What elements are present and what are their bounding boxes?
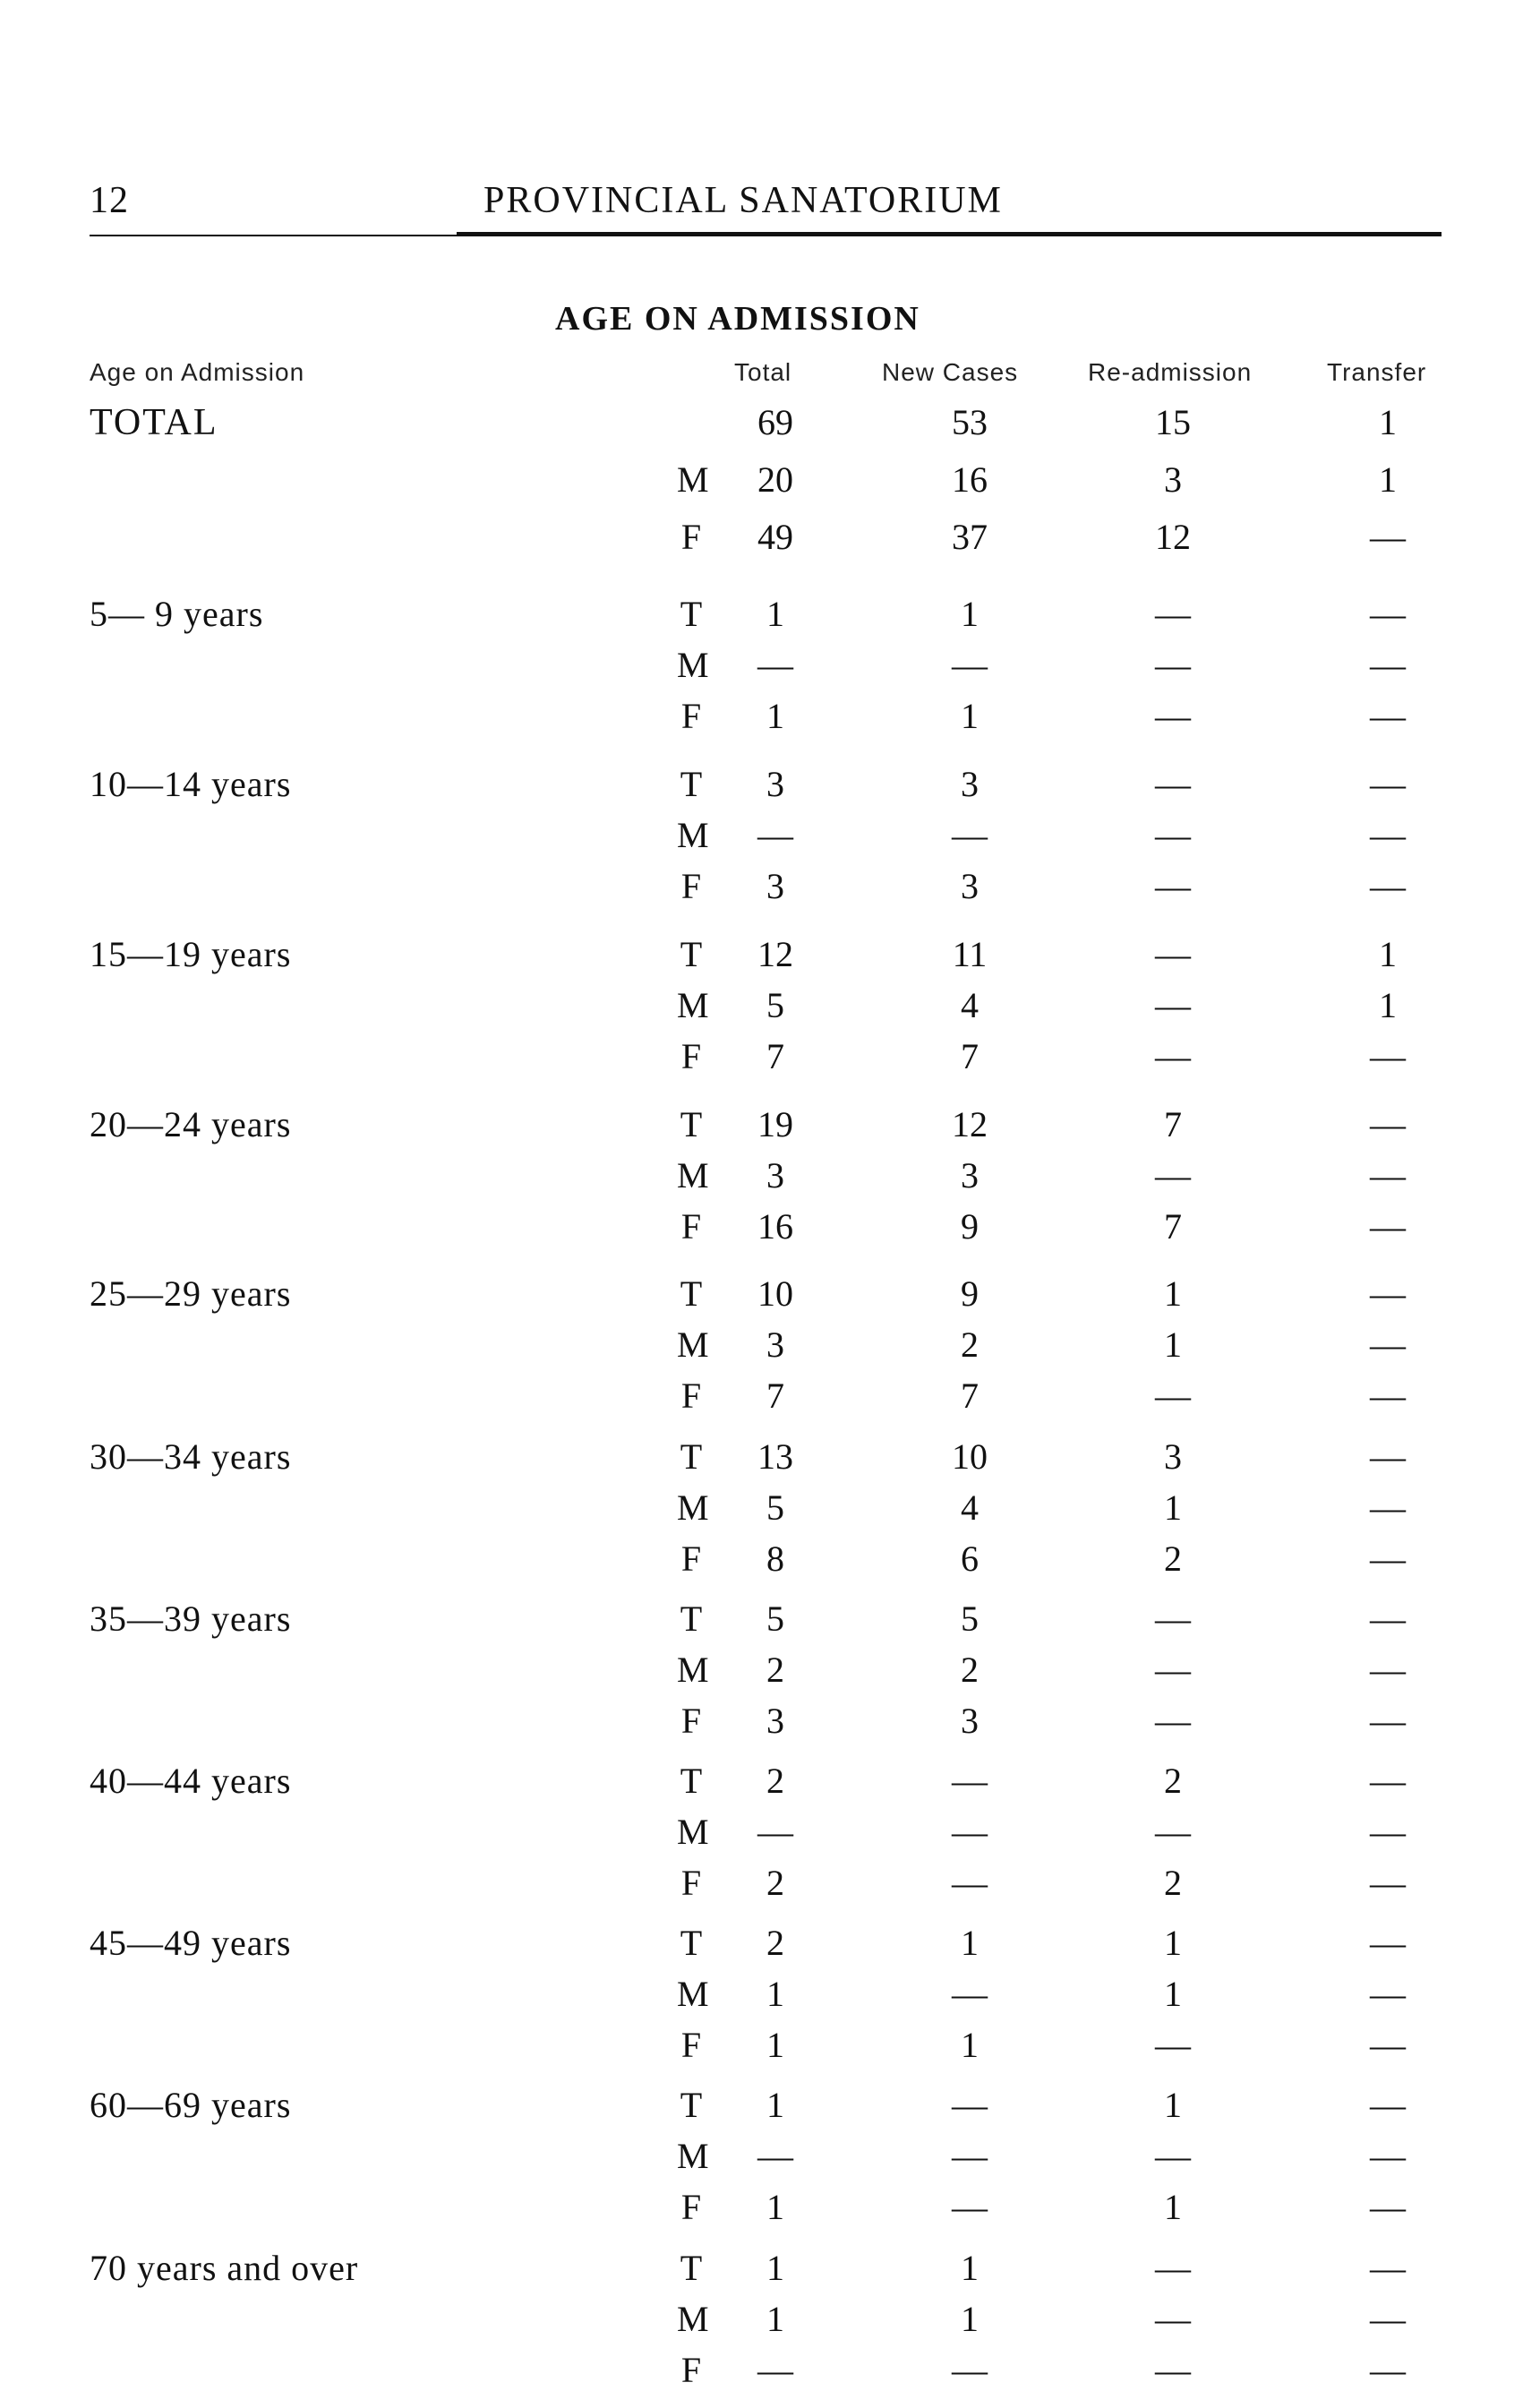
cell-readm: — <box>1155 866 1191 906</box>
age-group-label: 25—29 years <box>90 1273 292 1314</box>
page-number: 12 <box>90 180 129 221</box>
sex-code: F <box>680 1206 702 1247</box>
cell-transfer: — <box>1370 2025 1406 2065</box>
cell-new: 1 <box>961 696 979 736</box>
age-group-label: 15—19 years <box>90 934 292 974</box>
sex-code: M <box>677 815 709 855</box>
cell-transfer: 1 <box>1379 985 1397 1025</box>
sex-code: T <box>680 1273 703 1314</box>
cell-readm: — <box>1155 2299 1191 2339</box>
cell-transfer: — <box>1370 1155 1406 1196</box>
cell-readm: — <box>1155 2025 1191 2065</box>
sex-code: T <box>680 1598 703 1639</box>
cell-readm: 7 <box>1164 1206 1182 1247</box>
cell-readm: — <box>1155 1036 1191 1076</box>
sex-code: M <box>677 2299 709 2339</box>
cell-transfer: — <box>1370 866 1406 906</box>
cell-new: — <box>952 1812 988 1852</box>
cell-total: 3 <box>766 866 784 906</box>
cell-readm: — <box>1155 2248 1191 2288</box>
cell-readm: — <box>1155 1701 1191 1741</box>
cell-transfer: — <box>1370 2085 1406 2125</box>
cell-total: 3 <box>766 1155 784 1196</box>
sex-code: F <box>680 2187 702 2227</box>
cell-transfer: — <box>1370 2299 1406 2339</box>
cell-readm: — <box>1155 764 1191 804</box>
sex-code: F <box>680 1538 702 1579</box>
header-rule-thick <box>457 232 1442 236</box>
sex-code: F <box>680 866 702 906</box>
column-header-transfer: Transfer <box>1327 358 1427 386</box>
cell-transfer: — <box>1370 1923 1406 1963</box>
cell-total: 2 <box>766 1650 784 1690</box>
cell-new: 1 <box>961 1923 979 1963</box>
cell-total: — <box>757 645 793 685</box>
cell-transfer: — <box>1370 517 1406 557</box>
cell-transfer: — <box>1370 1324 1406 1365</box>
cell-transfer: — <box>1370 2187 1406 2227</box>
table-title: AGE ON ADMISSION <box>555 300 920 338</box>
sex-code: M <box>677 1155 709 1196</box>
cell-readm: 2 <box>1164 1863 1182 1903</box>
cell-new: 37 <box>952 517 988 557</box>
cell-total: 10 <box>757 1273 793 1314</box>
cell-readm: — <box>1155 934 1191 974</box>
cell-new: 3 <box>961 764 979 804</box>
cell-new: 9 <box>961 1206 979 1247</box>
cell-readm: — <box>1155 594 1191 634</box>
cell-new: — <box>952 1761 988 1801</box>
cell-total: 5 <box>766 1598 784 1639</box>
cell-new: 4 <box>961 985 979 1025</box>
cell-total: 1 <box>766 2248 784 2288</box>
cell-readm: 1 <box>1164 1974 1182 2014</box>
cell-new: 1 <box>961 2248 979 2288</box>
cell-total: 19 <box>757 1104 793 1144</box>
sex-code: F <box>680 2025 702 2065</box>
age-group-label: 70 years and over <box>90 2248 359 2288</box>
age-group-label: 20—24 years <box>90 1104 292 1144</box>
cell-total: 1 <box>766 2025 784 2065</box>
cell-transfer: 1 <box>1379 402 1397 442</box>
cell-transfer: — <box>1370 1206 1406 1247</box>
age-group-label: 5— 9 years <box>90 594 264 634</box>
sex-code: M <box>677 2136 709 2176</box>
cell-readm: 7 <box>1164 1104 1182 1144</box>
age-group-label: 45—49 years <box>90 1923 292 1963</box>
cell-readm: 1 <box>1164 1273 1182 1314</box>
cell-readm: — <box>1155 985 1191 1025</box>
cell-total: 1 <box>766 2187 784 2227</box>
cell-transfer: 1 <box>1379 459 1397 500</box>
cell-total: — <box>757 1812 793 1852</box>
cell-total: 3 <box>766 764 784 804</box>
cell-readm: 15 <box>1155 402 1191 442</box>
cell-new: 12 <box>952 1104 988 1144</box>
column-header-new-cases: New Cases <box>882 358 1019 386</box>
cell-total: 7 <box>766 1036 784 1076</box>
cell-transfer: — <box>1370 1538 1406 1579</box>
cell-transfer: — <box>1370 1104 1406 1144</box>
cell-transfer: — <box>1370 815 1406 855</box>
sex-code: F <box>680 2350 702 2390</box>
cell-new: 11 <box>952 934 988 974</box>
age-group-label: 60—69 years <box>90 2085 292 2125</box>
cell-new: — <box>952 2136 988 2176</box>
cell-transfer: — <box>1370 1436 1406 1477</box>
cell-total: 1 <box>766 2299 784 2339</box>
cell-new: 2 <box>961 1324 979 1365</box>
cell-transfer: — <box>1370 594 1406 634</box>
cell-total: 8 <box>766 1538 784 1579</box>
sex-code: T <box>680 2248 703 2288</box>
cell-total: 49 <box>757 517 793 557</box>
cell-transfer: — <box>1370 1974 1406 2014</box>
cell-transfer: — <box>1370 1863 1406 1903</box>
cell-new: 5 <box>961 1598 979 1639</box>
cell-total: 13 <box>757 1436 793 1477</box>
sex-code: F <box>680 1036 702 1076</box>
cell-new: 7 <box>961 1375 979 1416</box>
cell-new: 6 <box>961 1538 979 1579</box>
sex-code: T <box>680 1436 703 1477</box>
cell-transfer: — <box>1370 696 1406 736</box>
cell-readm: 1 <box>1164 1487 1182 1528</box>
cell-readm: 1 <box>1164 2085 1182 2125</box>
sex-code: M <box>677 1812 709 1852</box>
cell-transfer: — <box>1370 1812 1406 1852</box>
cell-readm: — <box>1155 2136 1191 2176</box>
sex-code: T <box>680 934 703 974</box>
cell-new: 3 <box>961 1155 979 1196</box>
cell-transfer: — <box>1370 1650 1406 1690</box>
cell-transfer: — <box>1370 1487 1406 1528</box>
sex-code: T <box>680 594 703 634</box>
cell-new: 9 <box>961 1273 979 1314</box>
sex-code: M <box>677 1324 709 1365</box>
cell-total: 12 <box>757 934 793 974</box>
sex-code: F <box>680 1701 702 1741</box>
cell-readm: 2 <box>1164 1538 1182 1579</box>
cell-total: 69 <box>757 402 793 442</box>
cell-total: — <box>757 2136 793 2176</box>
cell-new: 3 <box>961 1701 979 1741</box>
sex-code: M <box>677 985 709 1025</box>
cell-new: 1 <box>961 594 979 634</box>
cell-total: 20 <box>757 459 793 500</box>
cell-readm: — <box>1155 1375 1191 1416</box>
column-header-total: Total <box>734 358 792 386</box>
cell-transfer: — <box>1370 2136 1406 2176</box>
cell-readm: — <box>1155 815 1191 855</box>
sex-code: T <box>680 2085 703 2125</box>
cell-new: — <box>952 2350 988 2390</box>
cell-total: 3 <box>766 1324 784 1365</box>
sex-code: F <box>680 1863 702 1903</box>
cell-readm: — <box>1155 1812 1191 1852</box>
cell-readm: 1 <box>1164 1324 1182 1365</box>
sex-code: F <box>680 696 702 736</box>
cell-new: 1 <box>961 2025 979 2065</box>
cell-readm: 3 <box>1164 459 1182 500</box>
column-header-readmission: Re-admission <box>1088 358 1253 386</box>
cell-total: 16 <box>757 1206 793 1247</box>
cell-new: — <box>952 1974 988 2014</box>
cell-readm: 3 <box>1164 1436 1182 1477</box>
cell-transfer: — <box>1370 764 1406 804</box>
cell-total: — <box>757 815 793 855</box>
cell-readm: — <box>1155 1598 1191 1639</box>
cell-transfer: — <box>1370 1761 1406 1801</box>
cell-readm: 12 <box>1155 517 1191 557</box>
cell-total: 5 <box>766 985 784 1025</box>
cell-readm: — <box>1155 696 1191 736</box>
column-header-age: Age on Admission <box>90 358 305 386</box>
cell-transfer: — <box>1370 1375 1406 1416</box>
cell-new: 4 <box>961 1487 979 1528</box>
sex-code: M <box>677 1650 709 1690</box>
cell-new: 10 <box>952 1436 988 1477</box>
sex-code: M <box>677 1974 709 2014</box>
cell-total: 1 <box>766 2085 784 2125</box>
cell-total: 2 <box>766 1761 784 1801</box>
cell-total: 1 <box>766 594 784 634</box>
cell-transfer: — <box>1370 645 1406 685</box>
cell-new: 7 <box>961 1036 979 1076</box>
age-group-label: 10—14 years <box>90 764 292 804</box>
cell-new: — <box>952 815 988 855</box>
cell-readm: 1 <box>1164 1923 1182 1963</box>
sex-code: M <box>677 1487 709 1528</box>
sex-code: F <box>680 517 702 557</box>
total-label: TOTAL <box>90 402 218 443</box>
cell-total: 1 <box>766 696 784 736</box>
cell-new: 2 <box>961 1650 979 1690</box>
sex-code: T <box>680 1761 703 1801</box>
age-group-label: 30—34 years <box>90 1436 292 1477</box>
cell-readm: 2 <box>1164 1761 1182 1801</box>
cell-readm: 1 <box>1164 2187 1182 2227</box>
cell-new: 3 <box>961 866 979 906</box>
age-group-label: 35—39 years <box>90 1598 292 1639</box>
cell-transfer: — <box>1370 1273 1406 1314</box>
cell-transfer: — <box>1370 1036 1406 1076</box>
sex-code: T <box>680 1923 703 1963</box>
running-head: PROVINCIAL SANATORIUM <box>483 180 1003 221</box>
cell-transfer: — <box>1370 2248 1406 2288</box>
cell-total: — <box>757 2350 793 2390</box>
cell-total: 2 <box>766 1923 784 1963</box>
cell-transfer: — <box>1370 1701 1406 1741</box>
cell-new: — <box>952 2187 988 2227</box>
cell-total: 3 <box>766 1701 784 1741</box>
sex-code: T <box>680 764 703 804</box>
cell-new: 16 <box>952 459 988 500</box>
sex-code: F <box>680 1375 702 1416</box>
cell-new: 53 <box>952 402 988 442</box>
cell-readm: — <box>1155 2350 1191 2390</box>
cell-transfer: — <box>1370 1598 1406 1639</box>
cell-readm: — <box>1155 1155 1191 1196</box>
age-group-label: 40—44 years <box>90 1761 292 1801</box>
cell-total: 5 <box>766 1487 784 1528</box>
cell-readm: — <box>1155 1650 1191 1690</box>
cell-new: 1 <box>961 2299 979 2339</box>
cell-transfer: — <box>1370 2350 1406 2390</box>
cell-readm: — <box>1155 645 1191 685</box>
cell-total: 7 <box>766 1375 784 1416</box>
cell-transfer: 1 <box>1379 934 1397 974</box>
cell-total: 2 <box>766 1863 784 1903</box>
cell-new: — <box>952 645 988 685</box>
cell-new: — <box>952 1863 988 1903</box>
cell-total: 1 <box>766 1974 784 2014</box>
sex-code: M <box>677 645 709 685</box>
sex-code: T <box>680 1104 703 1144</box>
sex-code: M <box>677 459 709 500</box>
cell-new: — <box>952 2085 988 2125</box>
